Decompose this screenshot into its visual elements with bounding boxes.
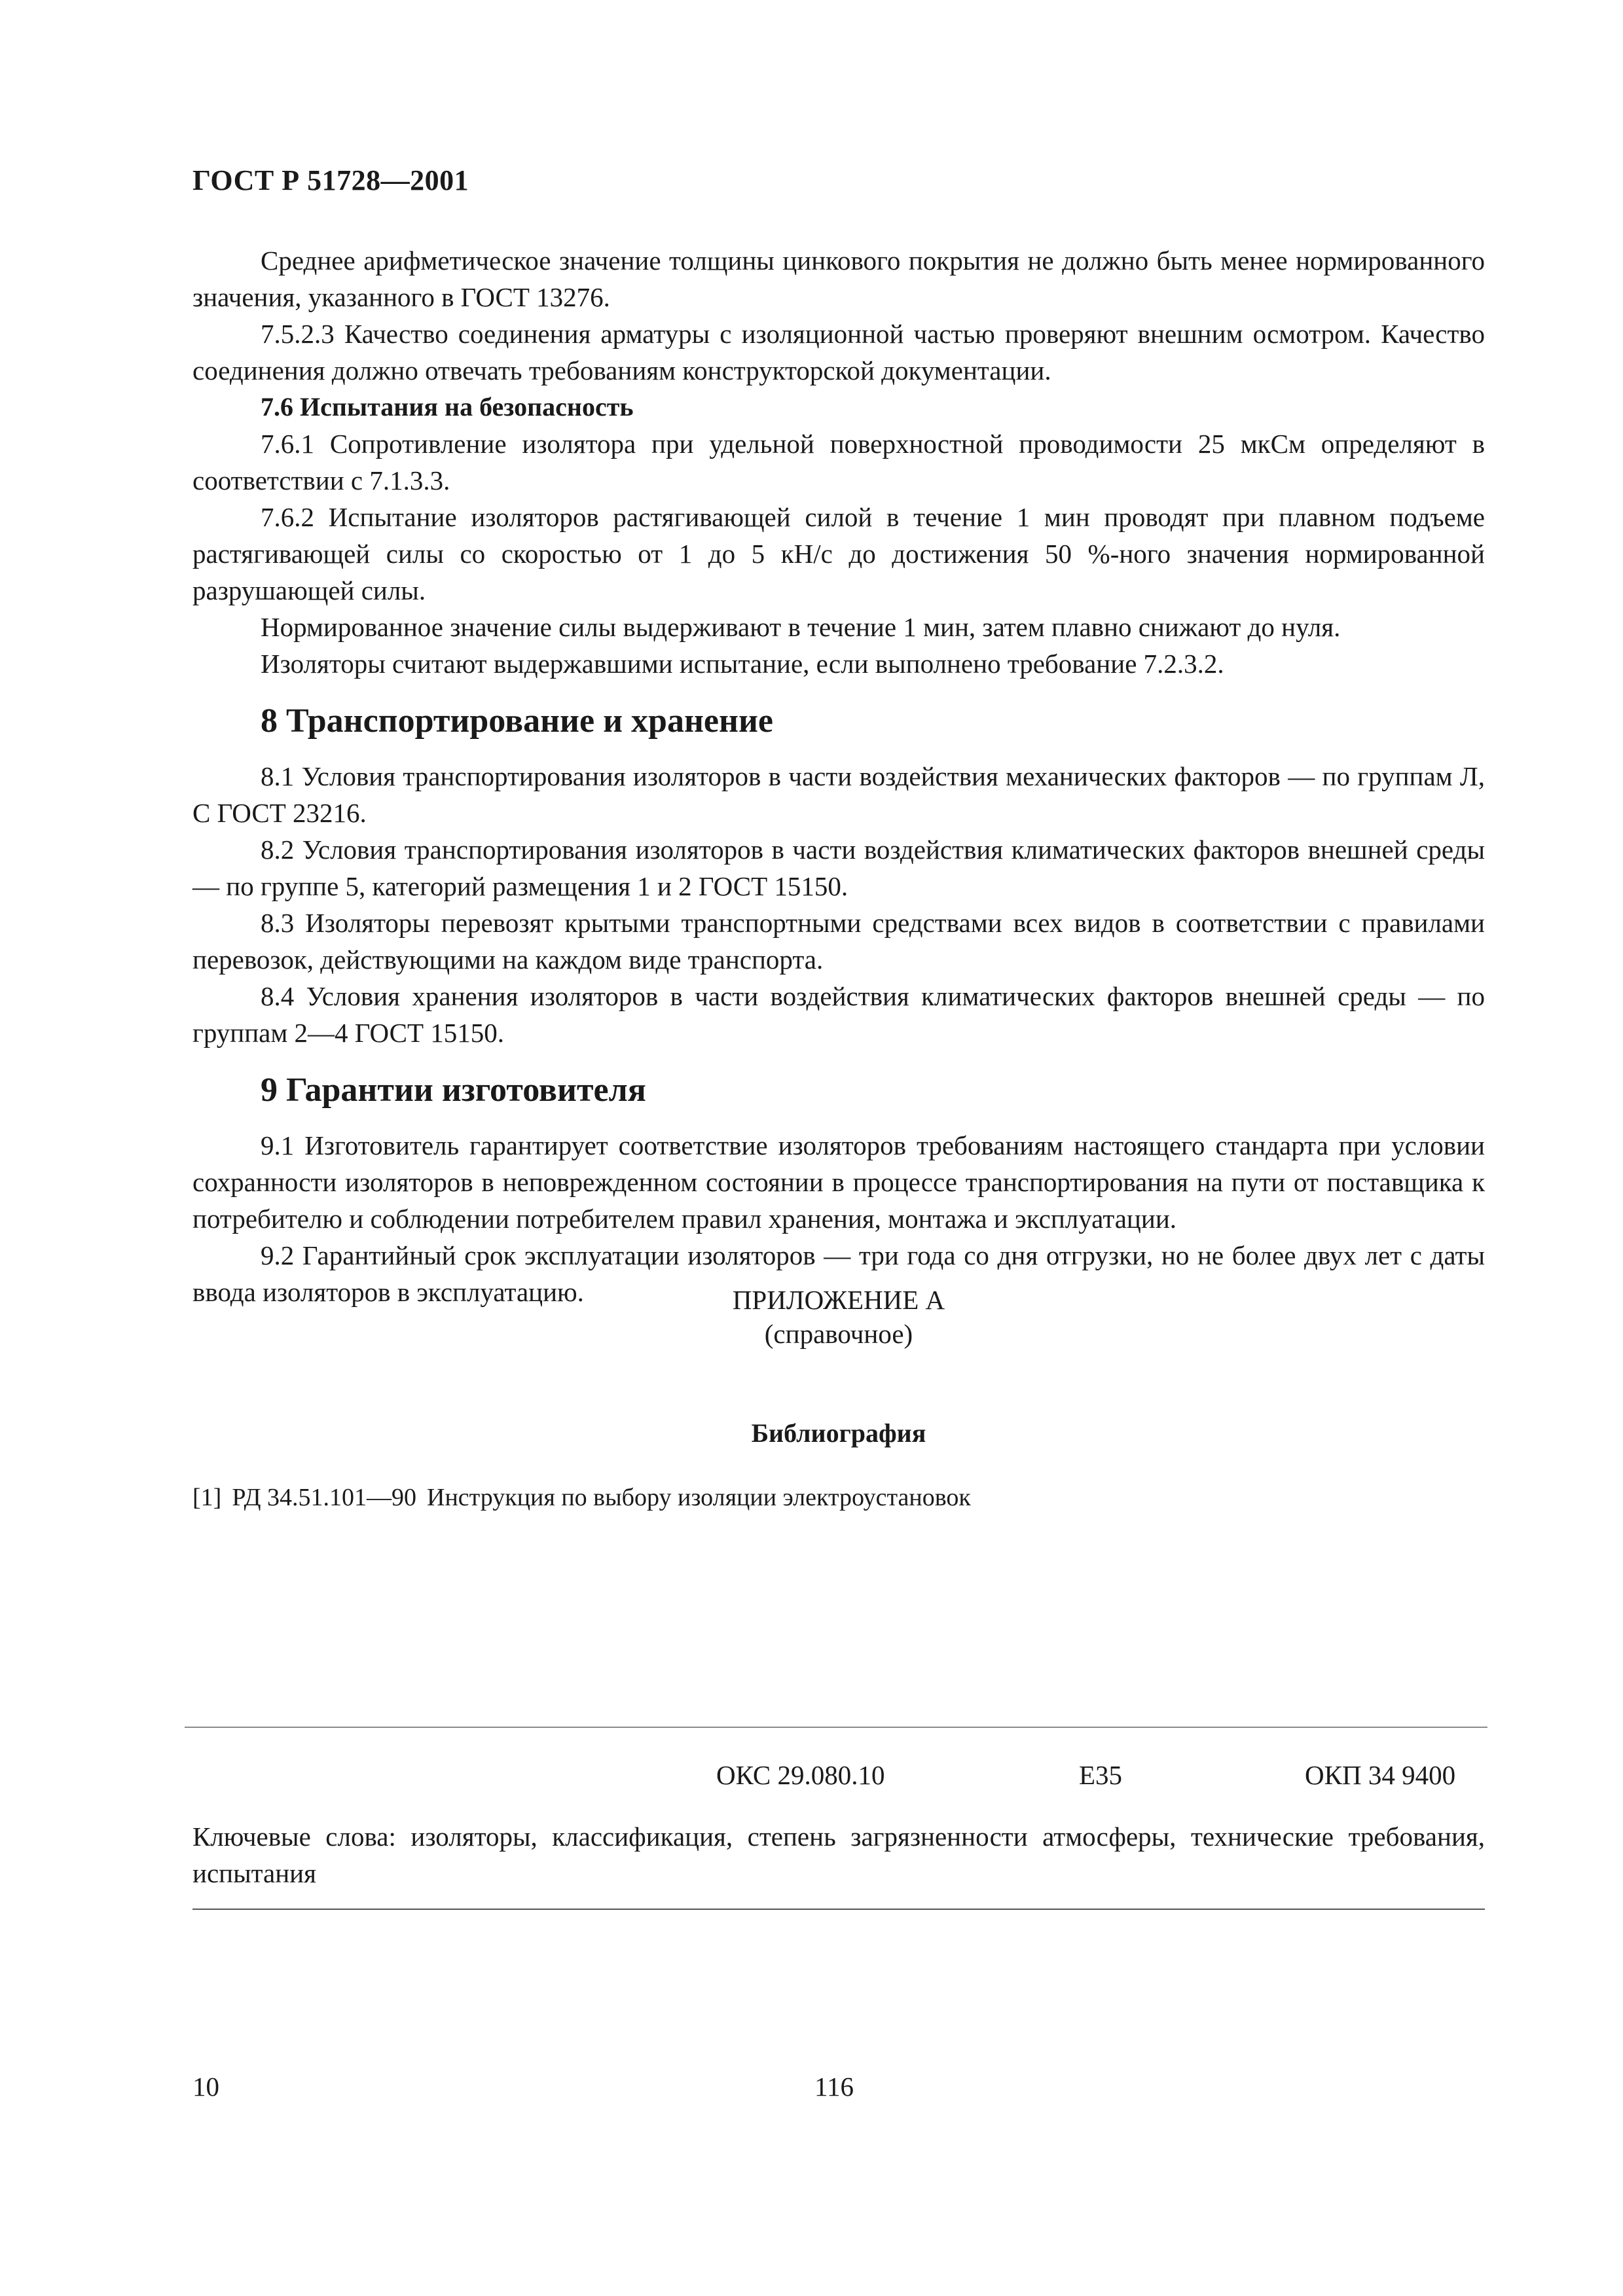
bibliography-entry-code: РД 34.51.101—90 <box>232 1484 417 1511</box>
paragraph-8-3: 8.3 Изоляторы перевозят крытыми транспортными средствами всех видов в соответствии с правилами перевозок, действующими на каждом виде транспорта. <box>192 908 1485 975</box>
divider-bottom <box>192 1909 1485 1910</box>
keywords: Ключевые слова: изоляторы, классификация, степень загрязненности атмосферы, технические требования, испытания <box>192 1821 1485 1888</box>
page-number-left: 10 <box>192 2072 219 2102</box>
paragraph-7-5-2-3: 7.5.2.3 Качество соединения арматуры с изоляционной частью проверяют внешним осмотром. Качество соединения должно отвечать требованиям конструкторской документации. <box>192 319 1485 386</box>
paragraph-7-6-2: 7.6.2 Испытание изоляторов растягивающей силой в течение 1 мин проводят при плавном подъеме растягивающей силы со скоростью от 1 до 5 кН/с до достижения 50 %-ного значения нормированной разрушающей силы. <box>192 502 1485 605</box>
appendix-note: (справочное) <box>764 1319 913 1349</box>
e-code: Е35 <box>1079 1760 1123 1790</box>
bibliography-entry-number: [1] <box>192 1484 222 1511</box>
paragraph-9-1: 9.1 Изготовитель гарантирует соответствие изоляторов требованиям настоящего стандарта при условии сохранности изоляторов в неповрежденном состоянии в процессе транспортирования на пути от поставщика к потребителю и соблюдении потребителем правил хранения, монтажа и эксплуатации. <box>192 1130 1485 1234</box>
document-body <box>192 242 1485 1310</box>
page-number-center: 116 <box>814 2072 854 2102</box>
standard-code-header: ГОСТ Р 51728—2001 <box>192 164 469 196</box>
subsection-heading-7-6: 7.6 Испытания на безопасность <box>261 392 634 422</box>
bibliography-entry-title: Инструкция по выбору изоляции электроустановок <box>427 1484 971 1511</box>
paragraph-test-passed: Изоляторы считают выдержавшими испытание, если выполнено требование 7.2.3.2. <box>261 649 1224 679</box>
appendix-title: ПРИЛОЖЕНИЕ А <box>732 1285 945 1315</box>
divider-top <box>185 1727 1487 1728</box>
bibliography-heading: Библиография <box>751 1418 926 1448</box>
paragraph-7-6-1: 7.6.1 Сопротивление изолятора при удельной поверхностной проводимости 25 мкСм определяют в соответствии с 7.1.3.3. <box>192 429 1485 495</box>
section-heading-9: 9 Гарантии изготовителя <box>261 1071 646 1109</box>
paragraph-zinc-coating: Среднее арифметическое значение толщины цинкового покрытия не должно быть менее нормированного значения, указанного в ГОСТ 13276. <box>192 245 1485 312</box>
section-heading-8: 8 Транспортирование и хранение <box>261 702 773 740</box>
bibliography-entry <box>192 1480 981 1515</box>
paragraph-8-4: 8.4 Условия хранения изоляторов в части воздействия климатических факторов внешней среды — по группам 2—4 ГОСТ 15150. <box>192 981 1485 1048</box>
paragraph-8-1: 8.1 Условия транспортирования изоляторов в части воздействия механических факторов — по группам Л, С ГОСТ 23216. <box>192 761 1485 828</box>
appendix-header <box>192 1283 1485 1351</box>
paragraph-8-2: 8.2 Условия транспортирования изоляторов в части воздействия климатических факторов внешней среды — по группе 5, категорий размещения 1 и 2 ГОСТ 15150. <box>192 834 1485 901</box>
oks-code: ОКС 29.080.10 <box>716 1760 885 1790</box>
paragraph-9-2: 9.2 Гарантийный срок эксплуатации изоляторов — три года со дня отгрузки, но не более двух лет с даты ввода изоляторов в эксплуатацию. <box>192 1240 1485 1307</box>
paragraph-force-hold: Нормированное значение силы выдерживают в течение 1 мин, затем плавно снижают до нуля. <box>261 612 1341 642</box>
okp-code: ОКП 34 9400 <box>1305 1760 1456 1790</box>
